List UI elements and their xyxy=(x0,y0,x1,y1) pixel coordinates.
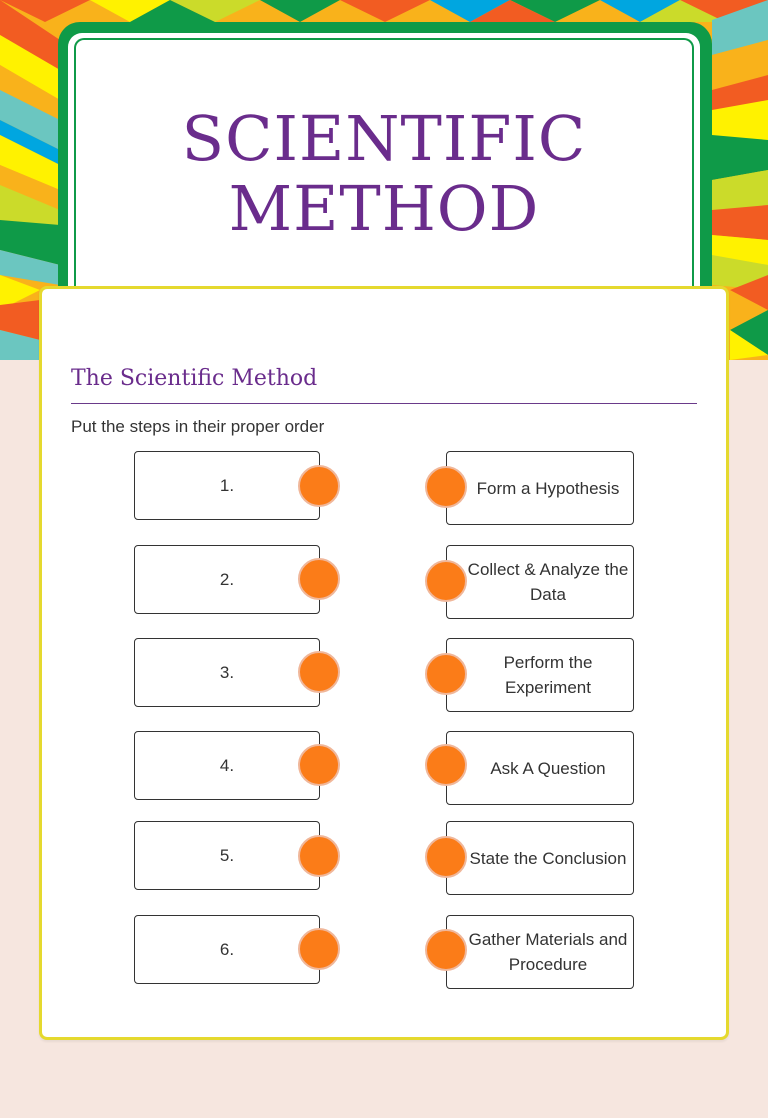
answer-card[interactable] xyxy=(446,821,634,895)
answer-label: Ask A Question xyxy=(490,758,606,778)
slot-label: 1. xyxy=(219,475,235,495)
page-title xyxy=(74,104,694,244)
answer-label: Gather Materials and Procedure xyxy=(468,930,628,974)
slot-1 xyxy=(134,451,320,520)
slot-5 xyxy=(134,821,320,890)
answer-connector-dot[interactable] xyxy=(425,466,467,508)
slot-connector-dot[interactable] xyxy=(298,744,340,786)
slot-label: 3. xyxy=(219,662,235,682)
section-divider xyxy=(71,403,697,404)
instructions-text: Put the steps in their proper order xyxy=(71,417,325,436)
answer-connector-dot[interactable] xyxy=(425,744,467,786)
slot-label: 2. xyxy=(219,569,235,589)
slot-connector-dot[interactable] xyxy=(298,651,340,693)
slot-label: 4. xyxy=(219,755,235,775)
answer-label: Perform the Experiment xyxy=(503,653,593,697)
answer-card[interactable] xyxy=(446,915,634,989)
slot-label: 6. xyxy=(219,939,235,959)
answer-label: State the Conclusion xyxy=(469,848,627,868)
slot-connector-dot[interactable] xyxy=(298,835,340,877)
slot-2 xyxy=(134,545,320,614)
answer-connector-dot[interactable] xyxy=(425,653,467,695)
slot-6 xyxy=(134,915,320,984)
slot-connector-dot[interactable] xyxy=(298,465,340,507)
answer-card[interactable] xyxy=(446,731,634,805)
page-title-line2: METHOD xyxy=(228,172,540,245)
answer-connector-dot[interactable] xyxy=(425,929,467,971)
slot-connector-dot[interactable] xyxy=(298,558,340,600)
answer-card[interactable] xyxy=(446,451,634,525)
slot-3 xyxy=(134,638,320,707)
answer-card[interactable] xyxy=(446,545,634,619)
answer-label: Form a Hypothesis xyxy=(476,478,620,498)
slot-label: 5. xyxy=(219,845,235,865)
answer-connector-dot[interactable] xyxy=(425,560,467,602)
section-title: The Scientific Method xyxy=(71,366,318,391)
slot-4 xyxy=(134,731,320,800)
slot-connector-dot[interactable] xyxy=(298,928,340,970)
page-title-line1: SCIENTIFIC xyxy=(181,102,587,175)
answer-connector-dot[interactable] xyxy=(425,836,467,878)
answer-label: Collect & Analyze the Data xyxy=(467,560,629,604)
answer-card[interactable] xyxy=(446,638,634,712)
